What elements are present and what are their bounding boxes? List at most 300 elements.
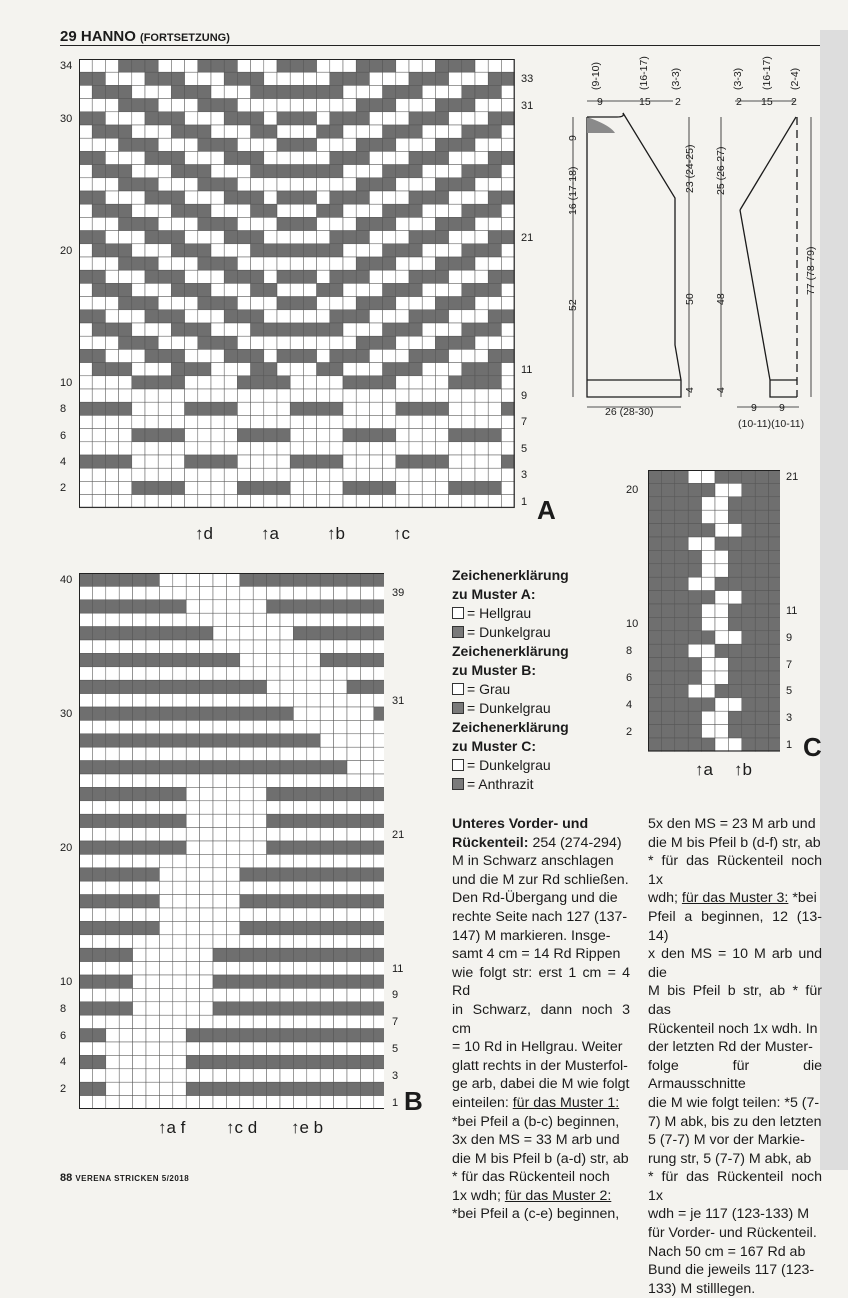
chart-cell bbox=[198, 323, 211, 336]
chart-cell bbox=[374, 1002, 384, 1015]
chart-cell bbox=[702, 483, 715, 496]
chart-cell bbox=[396, 402, 409, 415]
chart-cell bbox=[330, 138, 343, 151]
chart-cell bbox=[728, 497, 741, 510]
chart-cell bbox=[213, 640, 226, 653]
chart-cell bbox=[374, 734, 384, 747]
chart-cell bbox=[360, 1002, 373, 1015]
chart-cell bbox=[435, 165, 448, 178]
chart-cell bbox=[435, 495, 448, 508]
row-label: 8 bbox=[60, 403, 67, 416]
chart-cell bbox=[92, 1069, 105, 1082]
chart-cell bbox=[303, 204, 316, 217]
chart-cell bbox=[307, 627, 320, 640]
chart-cell bbox=[360, 975, 373, 988]
chart-cell bbox=[119, 310, 132, 323]
chart-cell bbox=[133, 988, 146, 1001]
chart-cell bbox=[198, 178, 211, 191]
chart-cell bbox=[320, 1029, 333, 1042]
chart-cell bbox=[369, 244, 382, 257]
chart-cell bbox=[435, 323, 448, 336]
chart-cell bbox=[92, 868, 105, 881]
chart-cell bbox=[145, 138, 158, 151]
chart-cell bbox=[171, 151, 184, 164]
chart-cell bbox=[449, 349, 462, 362]
chart-cell bbox=[211, 376, 224, 389]
chart-cell bbox=[277, 389, 290, 402]
chart-cell bbox=[237, 389, 250, 402]
chart-cell bbox=[159, 895, 172, 908]
chart-cell bbox=[213, 1055, 226, 1068]
chart-cell bbox=[383, 336, 396, 349]
chart-cell bbox=[119, 138, 132, 151]
chart-cell bbox=[702, 684, 715, 697]
chart-cell bbox=[343, 283, 356, 296]
chart-cell bbox=[264, 244, 277, 257]
chart-cell bbox=[251, 415, 264, 428]
chart-cell bbox=[475, 178, 488, 191]
chart-cell bbox=[317, 257, 330, 270]
chart-cell bbox=[119, 191, 132, 204]
chart-cell bbox=[422, 495, 435, 508]
chart-cell bbox=[105, 297, 118, 310]
chart-cell bbox=[360, 854, 373, 867]
chart-cell bbox=[462, 112, 475, 125]
chart-cell bbox=[334, 935, 347, 948]
chart-cell bbox=[742, 604, 755, 617]
chart-cell bbox=[119, 774, 132, 787]
chart-cell bbox=[106, 680, 119, 693]
chart-cell bbox=[251, 257, 264, 270]
chart-cell bbox=[92, 948, 105, 961]
chart-cell bbox=[79, 59, 92, 72]
chart-cell bbox=[422, 455, 435, 468]
chart-cell bbox=[267, 854, 280, 867]
chart-cell bbox=[105, 336, 118, 349]
chart-cell bbox=[501, 402, 514, 415]
chart-cell bbox=[293, 1029, 306, 1042]
chart-cell bbox=[79, 389, 92, 402]
chart-cell bbox=[159, 787, 172, 800]
instructions-column-1 bbox=[452, 815, 630, 1224]
chart-cell bbox=[715, 564, 728, 577]
chart-cell bbox=[320, 1055, 333, 1068]
chart-cell bbox=[119, 1042, 132, 1055]
chart-cell bbox=[92, 720, 105, 733]
chart-cell bbox=[119, 270, 132, 283]
chart-cell bbox=[133, 761, 146, 774]
chart-cell bbox=[347, 1096, 360, 1109]
chart-cell bbox=[119, 841, 132, 854]
chart-cell bbox=[303, 85, 316, 98]
chart-cell bbox=[240, 962, 253, 975]
row-label: 9 bbox=[786, 631, 793, 644]
chart-cell bbox=[307, 935, 320, 948]
chart-cell bbox=[132, 151, 145, 164]
text-line: in Schwarz, dann noch 3 cm bbox=[452, 1001, 630, 1037]
chart-cell bbox=[728, 617, 741, 630]
chart-cell bbox=[317, 191, 330, 204]
chart-cell bbox=[186, 868, 199, 881]
chart-cell bbox=[226, 1002, 239, 1015]
legend-b-light bbox=[452, 680, 632, 699]
chart-cell bbox=[200, 1055, 213, 1068]
chart-cell bbox=[213, 761, 226, 774]
chart-cell bbox=[334, 1082, 347, 1095]
chart-cell bbox=[462, 455, 475, 468]
chart-cell bbox=[449, 455, 462, 468]
chart-cell bbox=[475, 257, 488, 270]
text-line: 5 (7-7) M vor der Markie- bbox=[648, 1132, 805, 1149]
chart-cell bbox=[369, 138, 382, 151]
chart-cell bbox=[688, 510, 701, 523]
chart-cell bbox=[317, 231, 330, 244]
chart-cell bbox=[159, 908, 172, 921]
chart-cell bbox=[92, 455, 105, 468]
chart-cell bbox=[92, 613, 105, 626]
chart-cell bbox=[251, 151, 264, 164]
chart-cell bbox=[320, 613, 333, 626]
chart-cell bbox=[303, 72, 316, 85]
chart-cell bbox=[105, 415, 118, 428]
chart-cell bbox=[240, 828, 253, 841]
chart-cell bbox=[253, 586, 266, 599]
chart-cell bbox=[293, 747, 306, 760]
chart-cell bbox=[92, 283, 105, 296]
chart-cell bbox=[422, 204, 435, 217]
chart-cell bbox=[501, 165, 514, 178]
chart-cell bbox=[675, 684, 688, 697]
chart-cell bbox=[253, 921, 266, 934]
chart-cell bbox=[224, 468, 237, 481]
chart-cell bbox=[226, 988, 239, 1001]
chart-cell bbox=[675, 483, 688, 496]
chart-cell bbox=[264, 429, 277, 442]
chart-cell bbox=[105, 191, 118, 204]
chart-cell bbox=[675, 644, 688, 657]
chart-cell bbox=[462, 151, 475, 164]
chart-cell bbox=[173, 573, 186, 586]
chart-cell bbox=[769, 604, 780, 617]
chart-cell bbox=[186, 640, 199, 653]
chart-cell bbox=[317, 402, 330, 415]
chart-cell bbox=[280, 868, 293, 881]
chart-cell bbox=[253, 734, 266, 747]
chart-cell bbox=[347, 667, 360, 680]
chart-cell bbox=[356, 244, 369, 257]
chart-cell bbox=[213, 908, 226, 921]
chart-cell bbox=[79, 204, 92, 217]
text-line: Nach 50 cm = 167 Rd ab bbox=[648, 1243, 806, 1260]
chart-cell bbox=[226, 774, 239, 787]
chart-cell bbox=[435, 389, 448, 402]
heading-line-2: Rückenteil: 254 (274-294) bbox=[452, 834, 622, 851]
chart-cell bbox=[79, 468, 92, 481]
chart-cell bbox=[185, 191, 198, 204]
chart-cell bbox=[347, 627, 360, 640]
chart-cell bbox=[119, 363, 132, 376]
chart-cell bbox=[173, 667, 186, 680]
chart-cell bbox=[226, 814, 239, 827]
chart-cell bbox=[360, 734, 373, 747]
chart-cell bbox=[267, 1082, 280, 1095]
chart-cell bbox=[769, 617, 780, 630]
chart-cell bbox=[92, 667, 105, 680]
chart-cell bbox=[290, 415, 303, 428]
chart-cell bbox=[253, 573, 266, 586]
chart-cell bbox=[106, 586, 119, 599]
chart-cell bbox=[374, 935, 384, 948]
chart-cell bbox=[92, 814, 105, 827]
chart-cell bbox=[92, 828, 105, 841]
chart-cell bbox=[303, 297, 316, 310]
chart-cell bbox=[475, 231, 488, 244]
chart-cell bbox=[715, 524, 728, 537]
chart-cell bbox=[435, 455, 448, 468]
chart-cell bbox=[253, 814, 266, 827]
chart-cell bbox=[106, 895, 119, 908]
chart-cell bbox=[356, 376, 369, 389]
chart-cell bbox=[280, 948, 293, 961]
chart-cell bbox=[251, 59, 264, 72]
chart-cell bbox=[330, 468, 343, 481]
chart-cell bbox=[119, 442, 132, 455]
chart-cell bbox=[145, 455, 158, 468]
chart-cell bbox=[728, 564, 741, 577]
chart-cell bbox=[290, 389, 303, 402]
chart-cell bbox=[501, 72, 514, 85]
chart-cell bbox=[159, 801, 172, 814]
chart-cell bbox=[253, 881, 266, 894]
chart-cell bbox=[200, 680, 213, 693]
chart-cell bbox=[317, 481, 330, 494]
sleeve-piece bbox=[740, 117, 797, 397]
chart-cell bbox=[146, 586, 159, 599]
legend-c-light-label: = Dunkelgrau bbox=[467, 757, 551, 773]
chart-cell bbox=[360, 774, 373, 787]
chart-cell bbox=[675, 524, 688, 537]
chart-cell bbox=[290, 349, 303, 362]
chart-cell bbox=[133, 586, 146, 599]
legend bbox=[452, 566, 632, 794]
chart-cell bbox=[769, 684, 780, 697]
chart-cell bbox=[290, 112, 303, 125]
chart-cell bbox=[277, 336, 290, 349]
chart-cell bbox=[186, 720, 199, 733]
chart-cell bbox=[92, 694, 105, 707]
chart-cell bbox=[264, 481, 277, 494]
chart-cell bbox=[290, 310, 303, 323]
chart-cell bbox=[462, 336, 475, 349]
chart-cell bbox=[237, 270, 250, 283]
chart-cell bbox=[79, 707, 92, 720]
chart-cell bbox=[267, 935, 280, 948]
chart-cell bbox=[675, 658, 688, 671]
chart-cell bbox=[409, 85, 422, 98]
front-piece bbox=[587, 113, 681, 397]
chart-cell bbox=[462, 363, 475, 376]
chart-cell bbox=[347, 600, 360, 613]
chart-cell bbox=[374, 948, 384, 961]
chart-cell bbox=[119, 389, 132, 402]
chart-cell bbox=[715, 658, 728, 671]
chart-cell bbox=[145, 336, 158, 349]
chart-cell bbox=[237, 244, 250, 257]
chart-cell bbox=[200, 948, 213, 961]
chart-cell bbox=[159, 988, 172, 1001]
chart-cell bbox=[369, 125, 382, 138]
chart-cell bbox=[409, 468, 422, 481]
chart-cell bbox=[92, 376, 105, 389]
chart-cell bbox=[475, 310, 488, 323]
chart-cell bbox=[330, 217, 343, 230]
chart-cell bbox=[133, 1069, 146, 1082]
chart-cell bbox=[307, 586, 320, 599]
chart-cell bbox=[369, 323, 382, 336]
chart-cell bbox=[92, 310, 105, 323]
chart-cell bbox=[755, 658, 768, 671]
chart-cell bbox=[213, 988, 226, 1001]
chart-cell bbox=[92, 125, 105, 138]
text-line: 1x wdh; für das Muster 2: bbox=[452, 1187, 612, 1204]
chart-cell bbox=[237, 59, 250, 72]
chart-cell bbox=[396, 495, 409, 508]
chart-cell bbox=[702, 510, 715, 523]
chart-cell bbox=[409, 244, 422, 257]
chart-cell bbox=[186, 586, 199, 599]
chart-cell bbox=[280, 1002, 293, 1015]
chart-cell bbox=[475, 468, 488, 481]
chart-cell bbox=[293, 720, 306, 733]
chart-cell bbox=[360, 1042, 373, 1055]
chart-cell bbox=[648, 564, 661, 577]
chart-cell bbox=[742, 470, 755, 483]
front-top-mid: (16-17) bbox=[638, 56, 650, 90]
chart-cell bbox=[211, 59, 224, 72]
chart-cell bbox=[119, 854, 132, 867]
chart-cell bbox=[119, 734, 132, 747]
chart-cell bbox=[106, 667, 119, 680]
chart-cell bbox=[488, 165, 501, 178]
chart-cell bbox=[213, 881, 226, 894]
chart-cell bbox=[334, 640, 347, 653]
sleeve-top-left-num: 2 bbox=[736, 96, 742, 108]
chart-cell bbox=[173, 694, 186, 707]
chart-cell bbox=[159, 881, 172, 894]
row-label: 30 bbox=[60, 112, 73, 125]
chart-cell bbox=[396, 244, 409, 257]
chart-cell bbox=[293, 1002, 306, 1015]
chart-cell bbox=[146, 948, 159, 961]
chart-cell bbox=[92, 895, 105, 908]
chart-cell bbox=[320, 747, 333, 760]
chart-cell bbox=[501, 138, 514, 151]
chart-cell bbox=[383, 270, 396, 283]
chart-cell bbox=[303, 363, 316, 376]
chart-cell bbox=[264, 310, 277, 323]
chart-cell bbox=[409, 349, 422, 362]
chart-cell bbox=[198, 455, 211, 468]
chart-cell bbox=[374, 1055, 384, 1068]
chart-cell bbox=[334, 667, 347, 680]
chart-cell bbox=[146, 573, 159, 586]
chart-cell bbox=[347, 747, 360, 760]
chart-cell bbox=[462, 283, 475, 296]
chart-cell bbox=[133, 694, 146, 707]
chart-cell bbox=[200, 1015, 213, 1028]
chart-cell bbox=[360, 881, 373, 894]
chart-cell bbox=[462, 297, 475, 310]
chart-cell bbox=[171, 244, 184, 257]
chart-cell bbox=[356, 138, 369, 151]
chart-cell bbox=[237, 402, 250, 415]
chart-cell bbox=[132, 323, 145, 336]
chart-cell bbox=[383, 244, 396, 257]
chart-cell bbox=[251, 231, 264, 244]
chart-cell bbox=[133, 828, 146, 841]
chart-cell bbox=[132, 495, 145, 508]
sleeve-top-mid: (16-17) bbox=[761, 56, 773, 90]
chart-cell bbox=[119, 283, 132, 296]
chart-cell bbox=[251, 204, 264, 217]
chart-cell bbox=[173, 627, 186, 640]
chart-cell bbox=[186, 613, 199, 626]
chart-cell bbox=[648, 537, 661, 550]
chart-cell bbox=[293, 854, 306, 867]
chart-cell bbox=[119, 85, 132, 98]
chart-cell bbox=[383, 125, 396, 138]
chart-cell bbox=[320, 975, 333, 988]
chart-cell bbox=[728, 510, 741, 523]
chart-cell bbox=[224, 138, 237, 151]
chart-cell bbox=[145, 112, 158, 125]
chart-cell bbox=[369, 72, 382, 85]
chart-cell bbox=[92, 1029, 105, 1042]
chart-cell bbox=[320, 854, 333, 867]
chart-cell bbox=[145, 191, 158, 204]
chart-cell bbox=[475, 270, 488, 283]
front-top-right-num: 2 bbox=[675, 96, 681, 108]
chart-cell bbox=[159, 720, 172, 733]
row-label: 20 bbox=[60, 244, 73, 257]
chart-cell bbox=[280, 694, 293, 707]
chart-cell bbox=[688, 631, 701, 644]
chart-cell bbox=[755, 725, 768, 738]
chart-cell bbox=[158, 415, 171, 428]
chart-cell bbox=[293, 761, 306, 774]
chart-cell bbox=[132, 415, 145, 428]
chart-cell bbox=[343, 376, 356, 389]
chart-cell bbox=[105, 244, 118, 257]
chart-cell bbox=[317, 72, 330, 85]
chart-cell bbox=[173, 720, 186, 733]
chart-cell bbox=[79, 774, 92, 787]
chart-cell bbox=[106, 854, 119, 867]
chart-cell bbox=[675, 550, 688, 563]
chart-cell bbox=[213, 586, 226, 599]
chart-cell bbox=[320, 868, 333, 881]
chart-cell bbox=[106, 774, 119, 787]
chart-cell bbox=[119, 667, 132, 680]
chart-cell bbox=[251, 165, 264, 178]
chart-cell bbox=[253, 1015, 266, 1028]
chart-cell bbox=[307, 707, 320, 720]
chart-cell bbox=[185, 231, 198, 244]
chart-cell bbox=[293, 1082, 306, 1095]
chart-cell bbox=[240, 667, 253, 680]
legend-a-title-2: zu Muster A: bbox=[452, 586, 536, 602]
chart-cell bbox=[79, 600, 92, 613]
